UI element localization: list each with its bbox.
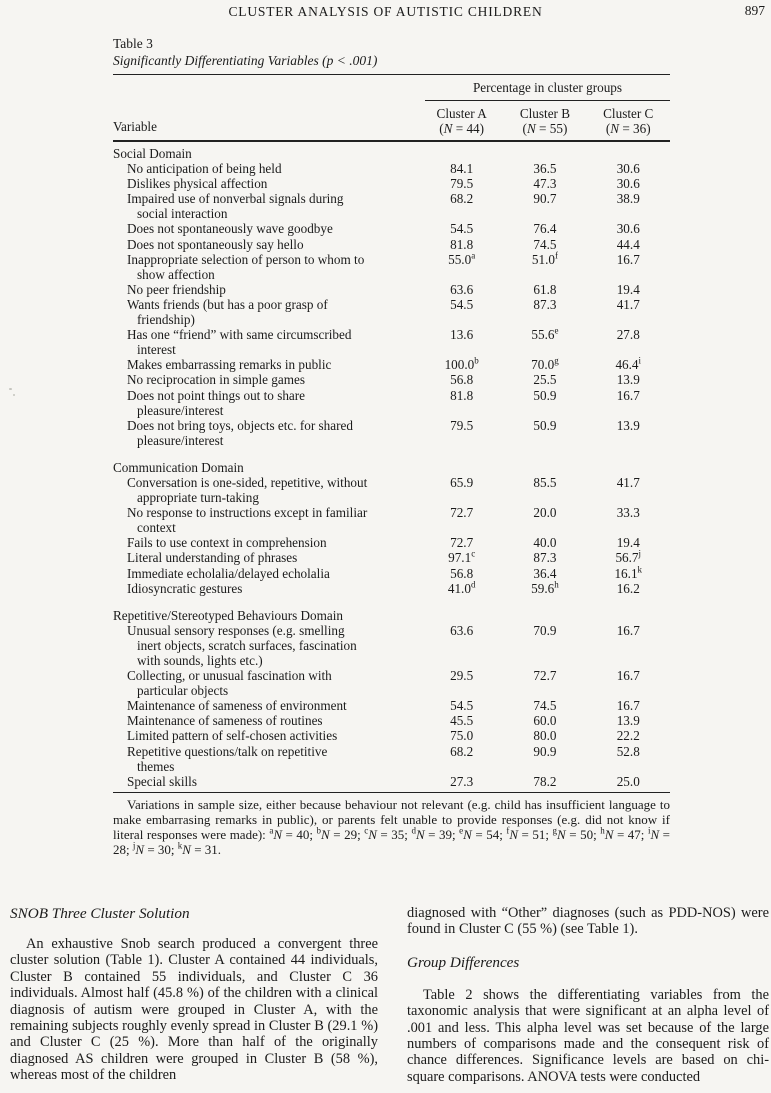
cell-value: 81.8 [450, 387, 474, 403]
row-label: Unusual sensory responses (e.g. smelling inert objects, scratch surfaces, fascination with sounds, lights etc.) [127, 622, 357, 668]
table-row [113, 221, 670, 236]
cell-value: 59.6$^h$ [531, 579, 559, 596]
cell-value: 50.9 [533, 417, 557, 433]
table-row [113, 161, 670, 176]
section-title: Communication Domain [113, 459, 244, 475]
section-title: Repetitive/Stereotyped Behaviours Domain [113, 607, 343, 623]
table-row [113, 282, 670, 297]
table-row [113, 475, 670, 505]
cell-value: 25.0 [616, 773, 640, 789]
row-label: Has one “friend” with same circumscribed interest [127, 327, 352, 358]
row-label: No reciprocation in simple games [127, 372, 305, 388]
row-label: Inappropriate selection of person to whom to show affection [127, 251, 365, 282]
cell-value: 36.5 [533, 161, 557, 177]
cell-value: 60.0 [533, 713, 557, 729]
section-heading-snob: SNOB Three Cluster Solution [10, 905, 190, 922]
table-row [113, 297, 670, 327]
cell-value: 13.9 [616, 417, 640, 433]
cell-value: 46.4$^i$ [615, 355, 642, 373]
table-row [113, 176, 670, 191]
cell-value: 52.8 [616, 743, 640, 759]
cell-value: 70.9 [533, 622, 557, 638]
cell-value: 36.4 [533, 565, 557, 581]
row-label: Does not point things out to share pleasure/interest [127, 387, 306, 418]
cell-value: 74.5 [533, 698, 557, 714]
row-label: No peer friendship [127, 281, 226, 297]
cell-value: 38.9 [616, 191, 640, 207]
row-label: Does not spontaneously say hello [127, 236, 304, 252]
cell-value: 16.7 [616, 387, 640, 403]
cell-value: 87.3 [533, 296, 557, 312]
table-row [113, 566, 670, 581]
cell-value: 68.2 [450, 191, 474, 207]
row-label: Fails to use context in comprehension [127, 535, 327, 551]
row-label: No anticipation of being held [127, 161, 282, 177]
row-label: Does not spontaneously wave goodbye [127, 221, 333, 237]
table-section [113, 146, 670, 448]
table-row [113, 237, 670, 252]
paragraph-group-differences: Table 2 shows the differentiating variables from the taxonomic analysis that were significant at an alpha level of .001 and less. This alpha level was set because of the large numbers of comparisons made and the consequent risk of chance differences. Significance levels are based on chi-square comparisons. ANOVA tests were conducted [407, 986, 769, 1085]
table-row [113, 744, 670, 774]
page-number: 897 [744, 3, 765, 18]
cell-value: 22.2 [616, 728, 640, 744]
table-row [113, 418, 670, 448]
table-row [113, 535, 670, 550]
cell-value: 90.7 [533, 191, 557, 207]
table-row [113, 774, 670, 789]
cell-value: 25.5 [533, 372, 557, 388]
cell-value: 41.7 [616, 296, 640, 312]
table-3 [113, 36, 670, 858]
cell-value: 47.3 [533, 176, 557, 192]
cell-value: 68.2 [450, 743, 474, 759]
cell-value: 29.5 [450, 668, 474, 684]
cell-value: 20.0 [533, 505, 557, 521]
cell-value: 27.8 [616, 327, 640, 343]
cell-value: 45.5 [450, 713, 474, 729]
cell-value: 16.7 [616, 668, 640, 684]
footnote-intro: Variations in sample size, either because behaviour not relevant (e.g. child has insufficient language to make embarrasing remarks in public), or parents felt unable to provide responses (e.g. did not know if literal responses were made): [113, 796, 670, 843]
cell-value: 78.2 [533, 773, 557, 789]
row-label: Idiosyncratic gestures [127, 580, 243, 596]
cell-value: 72.7 [450, 535, 474, 551]
cell-value: 61.8 [533, 281, 557, 297]
paragraph-snob: An exhaustive Snob search produced a convergent three cluster solution (Table 1). Cluster A contained 44 individuals, Cluster B contained 55 individuals, and Cluster C 36 individuals. Almost half (45.8 %) of the children with a clinical diagnosis of autism were grouped in Cluster A, with the remaining subjects roughly evenly spread in Cluster B (29.1 %) and Cluster C (25 %). More than half of the originally diagnosed AS children were grouped in Cluster B (58 %), whereas most of the children [10, 936, 378, 1084]
cell-value: 27.3 [450, 773, 474, 789]
row-label: Repetitive questions/talk on repetitive themes [127, 743, 328, 774]
cell-value: 41.7 [616, 474, 640, 490]
section-heading-group-differences: Group Differences [407, 953, 520, 971]
paragraph-continuation: diagnosed with “Other” diagnoses (such as PDD-NOS) were found in Cluster C (55 %) (see Table 1). [407, 905, 769, 938]
cell-value: 13.9 [616, 713, 640, 729]
cell-value: 79.5 [450, 417, 474, 433]
row-label: Impaired use of nonverbal signals during social interaction [127, 191, 344, 222]
table-row [113, 191, 670, 221]
cell-value: 84.1 [450, 161, 474, 177]
cell-value: 40.0 [533, 535, 557, 551]
table-caption-label: Table 3 [113, 36, 153, 51]
cell-value: 33.3 [616, 505, 640, 521]
cell-value: 54.5 [450, 698, 474, 714]
row-label: Collecting, or unusual fascination with particular objects [127, 668, 332, 699]
cell-value: 41.0$^d$ [447, 579, 476, 596]
table-section [113, 608, 670, 789]
cell-value: 79.5 [450, 176, 474, 192]
row-label: Maintenance of sameness of environment [127, 698, 347, 714]
cell-value: 51.0$^f$ [531, 250, 558, 267]
cell-value: 63.6 [450, 622, 474, 638]
cell-value: 100.0$^b$ [444, 355, 479, 373]
cell-value: 16.7 [616, 622, 640, 638]
cell-value: 74.5 [533, 236, 557, 252]
cell-value: 44.4 [616, 236, 640, 252]
cell-value: 55.6e [531, 325, 559, 343]
table-section [113, 460, 670, 596]
table-header-row [113, 107, 670, 136]
row-label: Makes embarrassing remarks in public [127, 357, 332, 373]
cell-value: 54.5 [450, 296, 474, 312]
table-row [113, 505, 670, 535]
cell-value: 30.6 [616, 221, 640, 237]
row-label: Limited pattern of self-chosen activities [127, 728, 338, 744]
cell-value: 65.9 [450, 474, 474, 490]
variable-column-header: Variable [113, 119, 157, 134]
table-row [113, 698, 670, 713]
column-header: Cluster B (N = 55) [519, 106, 571, 136]
row-label: Special skills [127, 773, 197, 789]
cell-value: 16.2 [616, 580, 640, 596]
cell-value: 19.4 [616, 535, 640, 551]
column-header: Cluster C (N = 36) [603, 106, 654, 136]
cell-value: 72.7 [450, 505, 474, 521]
cell-value: 16.7 [616, 251, 640, 267]
row-label: No response to instructions except in familiar context [127, 505, 368, 536]
cell-value: 87.3 [533, 550, 557, 566]
row-label: Dislikes physical affection [127, 176, 268, 192]
column-headers [420, 107, 670, 136]
table-body [113, 142, 670, 789]
column-header: Cluster A (N = 44) [436, 106, 487, 136]
cell-value: 85.5 [533, 474, 557, 490]
row-label: Conversation is one-sided, repetitive, without appropriate turn-taking [127, 474, 368, 506]
cell-value: 50.9 [533, 387, 557, 403]
cell-value: 56.7$^j$ [615, 549, 642, 566]
cell-value: 56.8 [450, 565, 474, 581]
cell-value: 16.1$^k$ [614, 564, 643, 581]
table-row [113, 388, 670, 418]
table-row [113, 550, 670, 565]
table-row [113, 728, 670, 743]
right-text-column [407, 905, 769, 1085]
cell-value: 19.4 [616, 281, 640, 297]
table-caption-title: Significantly Differentiating Variables (p < .001) [113, 53, 378, 68]
table-row [113, 713, 670, 728]
row-label: Wants friends (but has a poor grasp of friendship) [127, 296, 328, 328]
footnote: Variations in sample size, either because behaviour not relevant (e.g. child has insufficient language to make embarrasing remarks in public), or parents felt unable to provide responses (e.g. did not know if literal responses were made): $^a$N = 40; $^b$N = 29; $^c$N = 35; $^d$N = 39; $^e$N = 54; $^f$N = 51; $^g$N = 50; $^h$N = 47; $^i$N = 28; $^j$N = 30; $^k$N = 31. [113, 796, 670, 858]
row-label: Literal understanding of phrases [127, 550, 298, 566]
left-text-column [10, 905, 378, 1084]
section-title: Social Domain [113, 146, 192, 161]
cell-value: 75.0 [450, 728, 474, 744]
cell-value: 55.0$^a$ [448, 250, 476, 267]
scan-speck [13, 394, 15, 396]
table-row [113, 581, 670, 596]
cell-value: 56.8 [450, 372, 474, 388]
cell-value: 72.7 [533, 668, 557, 684]
running-head: CLUSTER ANALYSIS OF AUTISTIC CHILDREN [228, 4, 543, 19]
table-row [113, 357, 670, 372]
row-label: Immediate echolalia/delayed echolalia [127, 565, 330, 581]
row-label: Maintenance of sameness of routines [127, 713, 323, 729]
cell-value: 30.6 [616, 176, 640, 192]
cell-value: 63.6 [450, 281, 474, 297]
cell-value: 16.7 [616, 698, 640, 714]
row-label: Does not bring toys, objects etc. for shared pleasure/interest [127, 417, 353, 448]
table-row [113, 372, 670, 387]
table-row [113, 327, 670, 357]
table-spanner-header: Percentage in cluster groups [425, 75, 670, 101]
cell-value: 90.9 [533, 743, 557, 759]
cell-value: 70.0$^g$ [531, 355, 559, 373]
cell-value: 97.1$^c$ [448, 549, 476, 566]
cell-value: 13.6 [450, 327, 474, 343]
cell-value: 54.5 [450, 221, 474, 237]
table-bottom-rule [113, 792, 670, 793]
cell-value: 30.6 [616, 161, 640, 177]
table-row [113, 668, 670, 698]
cell-value: 80.0 [533, 728, 557, 744]
cell-value: 13.9 [616, 372, 640, 388]
table-row [113, 252, 670, 282]
table-row [113, 623, 670, 668]
cell-value: 76.4 [533, 221, 557, 237]
cell-value: 81.8 [450, 236, 474, 252]
scan-speck [9, 388, 12, 390]
